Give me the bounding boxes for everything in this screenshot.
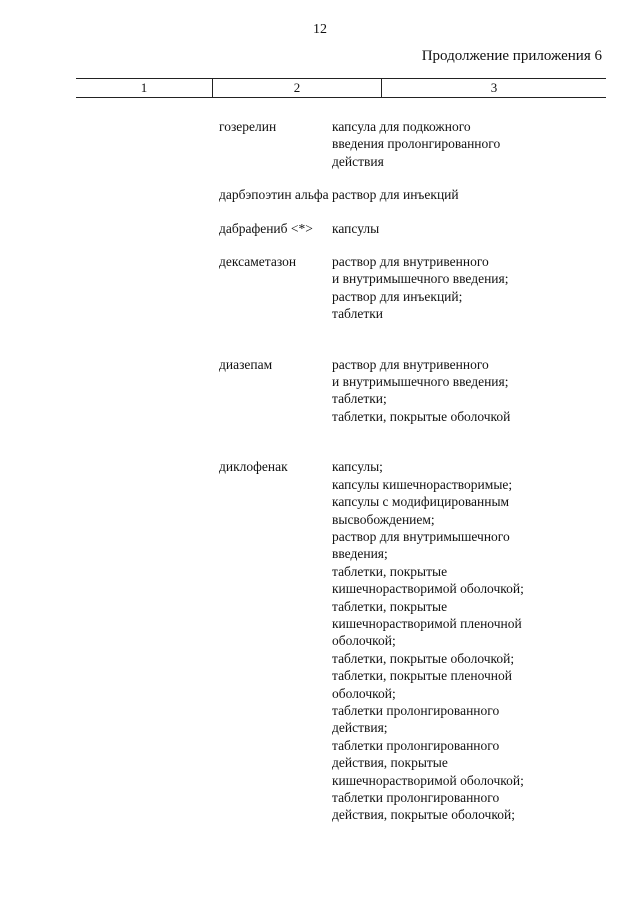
table-row	[0, 253, 640, 323]
dosage-form-line: высвобождением;	[332, 511, 435, 527]
dosage-form-line: таблетки, покрытые оболочкой;	[332, 650, 515, 666]
dosage-forms	[332, 253, 572, 323]
dosage-forms	[332, 458, 572, 824]
dosage-form-line: таблетки пролонгированного	[332, 737, 500, 753]
dosage-forms	[332, 220, 572, 237]
header-cell-2: 2	[213, 79, 382, 97]
header-cell-1: 1	[76, 79, 213, 97]
dosage-form-line: таблетки, покрытые пленочной	[332, 668, 513, 684]
dosage-form-line: капсулы кишечнорастворимые;	[332, 476, 513, 492]
dosage-form-line: капсулы;	[332, 459, 383, 475]
dosage-form-line: введения пролонгированного	[332, 136, 501, 152]
table-row	[0, 356, 640, 426]
dosage-forms	[332, 186, 572, 203]
dosage-form-line: раствор для инъекций	[332, 187, 459, 203]
dosage-form-line: капсулы с модифицированным	[332, 494, 510, 510]
dosage-form-line: введения;	[332, 546, 388, 562]
dosage-form-line: оболочкой;	[332, 633, 396, 649]
table-row	[0, 458, 640, 824]
drug-name: диклофенак	[219, 459, 288, 475]
dosage-form-line: таблетки	[332, 306, 384, 322]
table-row	[0, 220, 640, 237]
dosage-form-line: таблетки;	[332, 391, 387, 407]
drug-name: диазепам	[219, 356, 273, 372]
table-row	[0, 186, 640, 203]
dosage-form-line: кишечнорастворимой пленочной	[332, 615, 522, 631]
dosage-form-line: таблетки, покрытые оболочкой	[332, 408, 511, 424]
table-header	[76, 78, 606, 98]
dosage-form-line: таблетки пролонгированного	[332, 702, 500, 718]
dosage-form-line: раствор для внутривенного	[332, 356, 489, 372]
continuation-title: Продолжение приложения 6	[421, 48, 602, 64]
dosage-form-line: таблетки пролонгированного	[332, 790, 500, 805]
dosage-form-line: раствор для инъекций;	[332, 288, 463, 304]
dosage-form-line: действия	[332, 153, 384, 169]
dosage-form-line: оболочкой;	[332, 685, 396, 701]
dosage-form-line: действия, покрытые	[332, 755, 448, 771]
header-cell-3: 3	[490, 80, 498, 95]
dosage-form-line: кишечнорастворимой оболочкой;	[332, 581, 524, 597]
dosage-form-line: таблетки, покрытые	[332, 563, 448, 579]
dosage-form-line: раствор для внутримышечного	[332, 528, 510, 544]
drug-name: дабрафениб <*>	[219, 220, 313, 236]
dosage-form-line: действия, покрытые оболочкой;	[332, 807, 515, 823]
dosage-form-line: действия;	[332, 720, 388, 736]
dosage-forms	[332, 118, 572, 170]
drug-name: гозерелин	[219, 119, 277, 134]
dosage-form-line: таблетки, покрытые	[332, 598, 448, 614]
dosage-form-line: раствор для внутривенного	[332, 254, 489, 270]
dosage-form-line: капсулы	[332, 220, 380, 236]
dosage-form-line: и внутримышечного введения;	[332, 374, 509, 390]
drug-name: дарбэпоэтин альфа	[219, 187, 329, 203]
dosage-form-line: и внутримышечного введения;	[332, 271, 509, 287]
dosage-form-line: капсула для подкожного	[332, 119, 471, 134]
table-row	[0, 118, 640, 170]
dosage-forms	[332, 356, 572, 426]
drug-list	[0, 118, 640, 824]
dosage-form-line: кишечнорастворимой оболочкой;	[332, 772, 524, 788]
drug-name: дексаметазон	[219, 254, 297, 270]
page-number: 12	[313, 22, 327, 37]
